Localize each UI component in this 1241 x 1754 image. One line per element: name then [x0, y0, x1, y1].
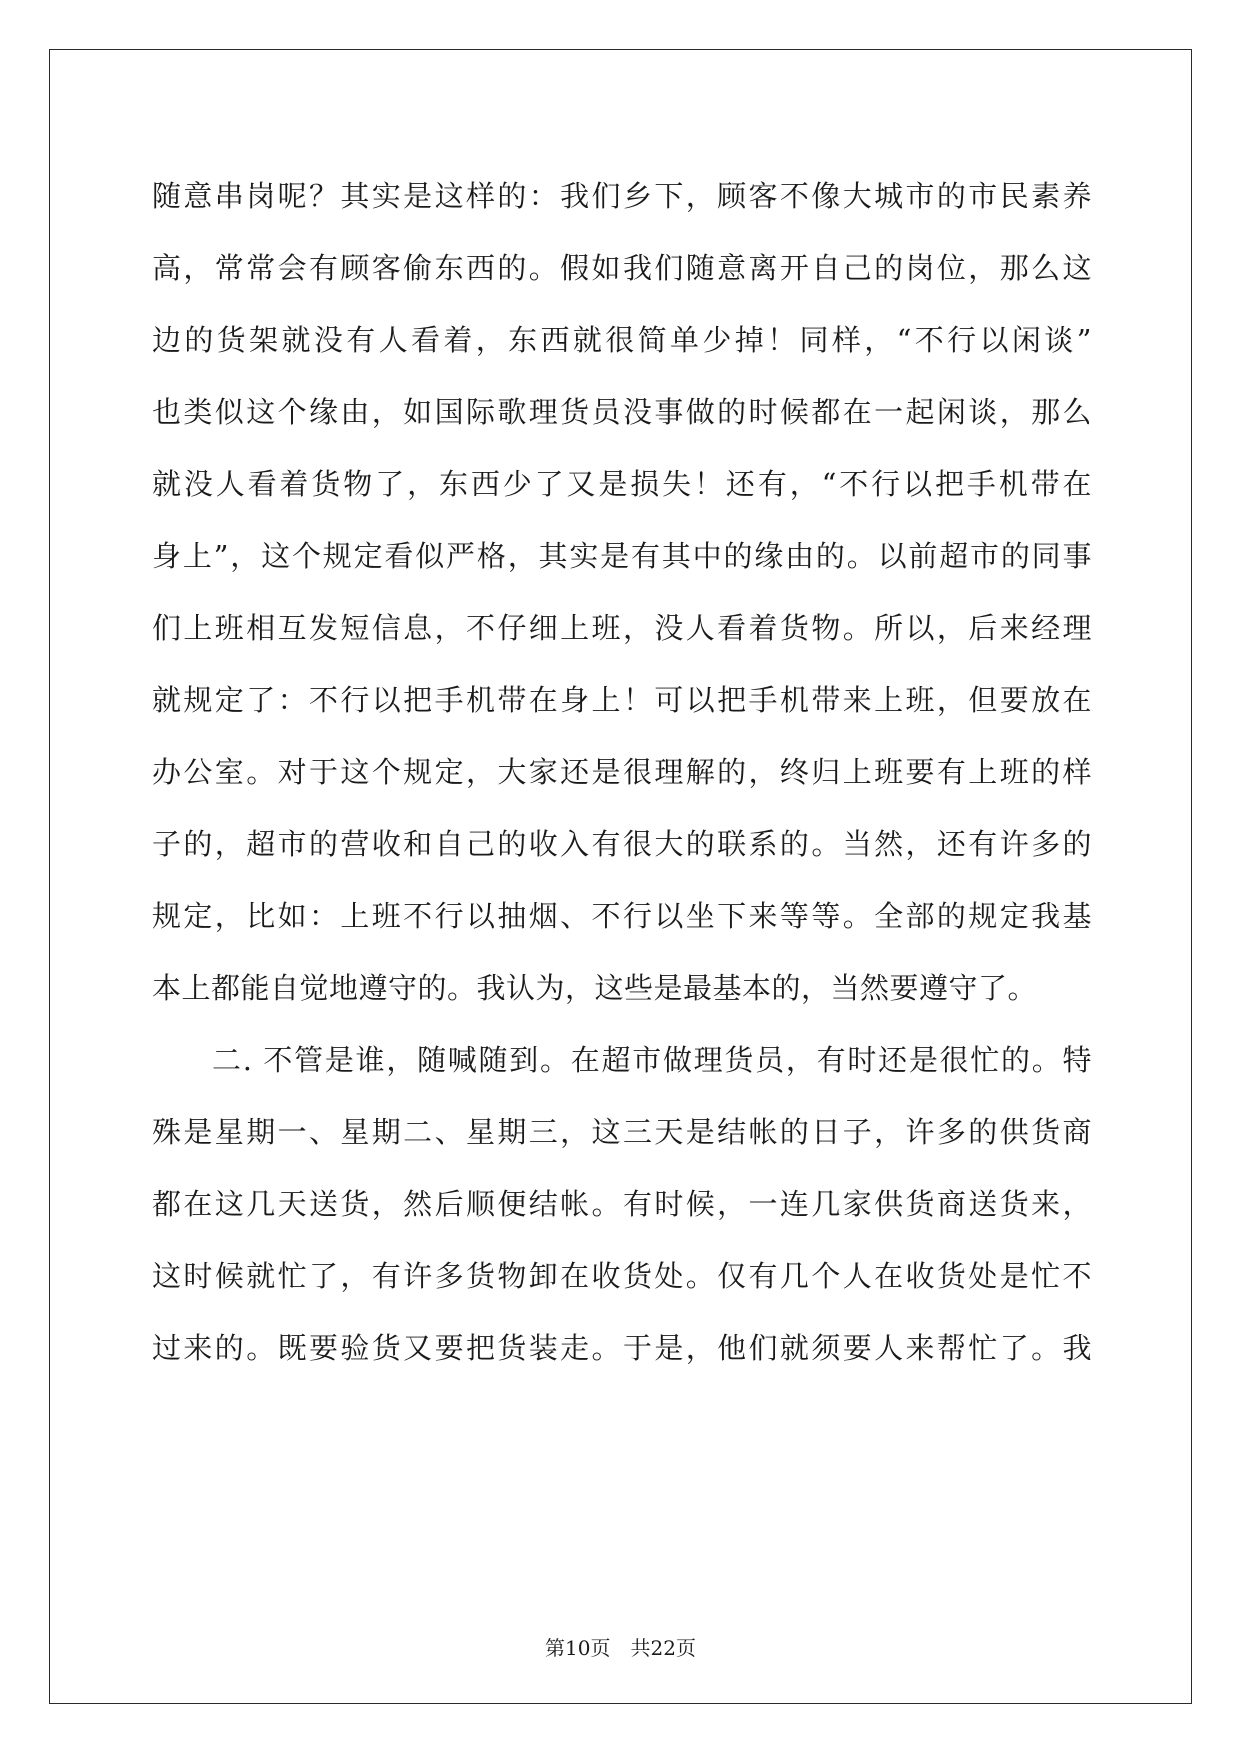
text-line: 规定，比如：上班不行以抽烟、不行以坐下来等等。全部的规定我基: [152, 899, 1092, 933]
text-line: 就没人看着货物了，东西少了又是损失！还有，“不行以把手机带在: [152, 467, 1092, 501]
text-line: 身上”，这个规定看似严格，其实是有其中的缘由的。以前超市的同事: [152, 539, 1092, 573]
text-line: 都在这几天送货，然后顺便结帐。有时候，一连几家供货商送货来，: [152, 1187, 1092, 1221]
text-line: 殊是星期一、星期二、星期三，这三天是结帐的日子，许多的供货商: [152, 1115, 1092, 1149]
text-line: 们上班相互发短信息，不仔细上班，没人看着货物。所以，后来经理: [152, 611, 1092, 645]
text-line: 过来的。既要验货又要把货装走。于是，他们就须要人来帮忙了。我: [152, 1331, 1092, 1365]
document-body: [152, 160, 1092, 1384]
text-line: 二. 不管是谁，随喊随到。在超市做理货员，有时还是很忙的。特: [212, 1043, 1092, 1077]
text-line: 这时候就忙了，有许多货物卸在收货处。仅有几个人在收货处是忙不: [152, 1259, 1092, 1293]
text-line: 也类似这个缘由，如国际歌理货员没事做的时候都在一起闲谈，那么: [152, 395, 1092, 429]
text-line: 子的，超市的营收和自己的收入有很大的联系的。当然，还有许多的: [152, 827, 1092, 861]
text-line: 高，常常会有顾客偷东西的。假如我们随意离开自己的岗位，那么这: [152, 251, 1092, 285]
text-line: 随意串岗呢？其实是这样的：我们乡下，顾客不像大城市的市民素养: [152, 179, 1092, 213]
text-line: 就规定了：不行以把手机带在身上！可以把手机带来上班，但要放在: [152, 683, 1092, 717]
text-line: 边的货架就没有人看着，东西就很简单少掉！同样，“不行以闲谈”: [152, 323, 1092, 357]
page-number-footer: 第10页 共22页: [545, 1636, 696, 1660]
text-line: 本上都能自觉地遵守的。我认为，这些是最基本的，当然要遵守了。: [152, 971, 1038, 1005]
text-line: 办公室。对于这个规定，大家还是很理解的，终归上班要有上班的样: [152, 755, 1092, 789]
